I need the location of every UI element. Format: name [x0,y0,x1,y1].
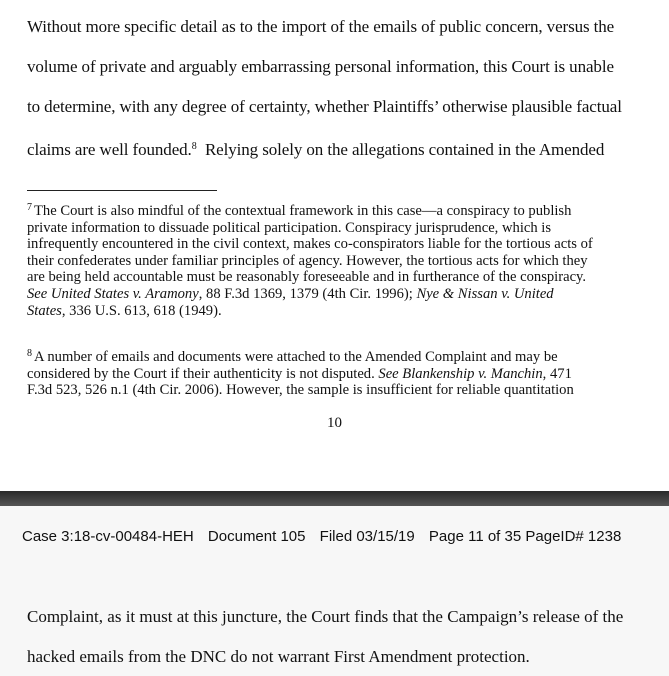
citation-text: , 88 F.3d 1369, 1379 (4th Cir. 1996); [198,285,417,302]
body-text-line: Without more specific detail as to the import of the emails of public concern, versus the [27,17,615,36]
footnote-line [27,366,652,383]
footnote-line: their confederates under familiar principles of agency. However, the tortious acts for which they [27,252,588,269]
body-text-segment: Relying solely on the allegations contained in the Amended [204,140,605,159]
footnote-line: are being held accountable must be reasonably foreseeable and in furtherance of the conspiracy. [27,269,587,286]
footnote-ref-8: 8 [191,141,197,152]
footnote-marker: 7 [27,202,32,213]
page-info: Page 11 of 35 PageID# 1238 [428,528,622,545]
footnote-8 [27,346,652,399]
filed-date: Filed 03/15/19 [319,528,415,545]
body-text-line: hacked emails from the DNC do not warrant First Amendment protection. [27,647,530,666]
case-citation: Nye & Nissan v. United [416,285,554,302]
case-citation: See United States v. Aramony [27,285,199,302]
court-filing-header [22,528,631,545]
footnote-line: F.3d 523, 526 n.1 (4th Cir. 2006). However, the sample is insufficient for reliable quantitation [27,382,574,399]
footnote-7 [27,200,652,319]
body-text-line [27,137,604,160]
body-text-segment: claims are well founded. [27,140,192,159]
page-number: 10 [327,415,342,431]
case-citation: States [27,302,62,319]
footnote-text: The Court is also mindful of the contextual framework in this case—a conspiracy to publish [34,203,572,219]
footnote-line [27,286,652,303]
footnote-text: considered by the Court if their authenticity is not disputed. [27,365,379,382]
case-citation: See Blankenship v. Manchin [378,365,543,382]
footnote-line [27,303,652,320]
body-text-line: to determine, with any degree of certainty, whether Plaintiffs’ otherwise plausible factual [27,97,622,116]
footnote-line [27,346,652,366]
footnote-text: A number of emails and documents were attached to the Amended Complaint and may be [34,349,558,365]
page-divider [0,491,669,506]
citation-text: , 471 [542,365,572,382]
footnote-separator [27,190,217,191]
footnote-line: infrequently encountered in the civil context, makes co-conspirators liable for the tortious acts of [27,236,593,253]
footnote-marker: 8 [27,348,32,359]
document-number: Document 105 [207,528,306,545]
footnote-line [27,200,652,220]
citation-text: , 336 U.S. 613, 618 (1949). [61,302,222,319]
body-text-line: volume of private and arguably embarrassing personal information, this Court is unable [27,57,614,76]
case-number: Case 3:18-cv-00484-HEH [22,528,194,545]
footnote-line: private information to dissuade political participation. Conspiracy jurisprudence, which is [27,219,552,236]
body-text-line: Complaint, as it must at this juncture, the Court finds that the Campaign’s release of the [27,607,624,626]
